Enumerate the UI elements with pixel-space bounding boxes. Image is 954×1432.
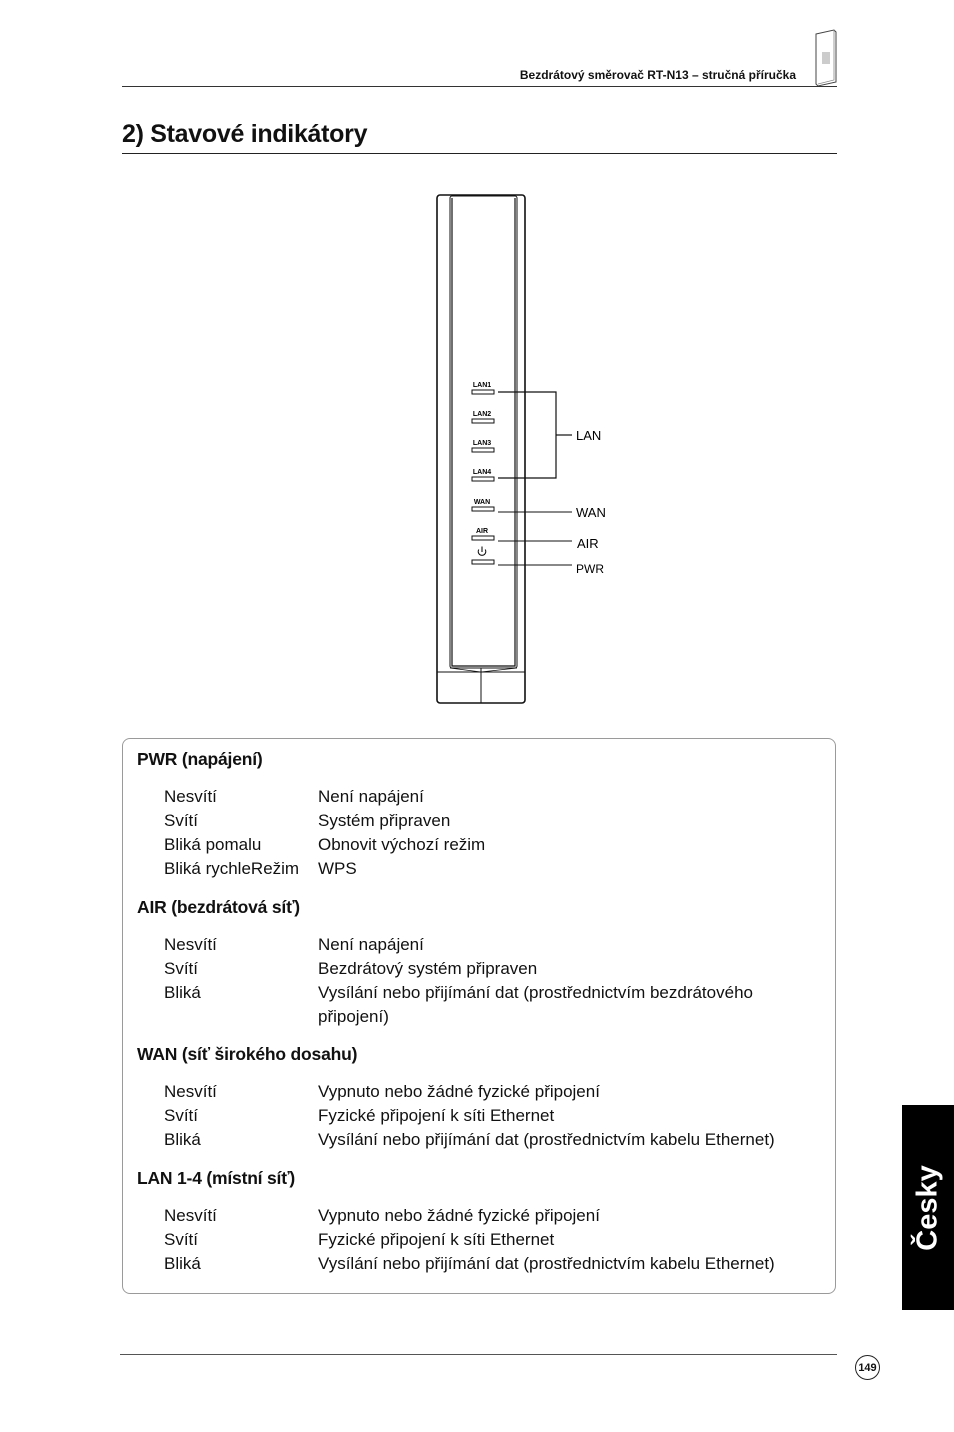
indicator-row bbox=[164, 1128, 827, 1152]
indicator-description-box bbox=[122, 738, 836, 1294]
led-meaning: Není napájení bbox=[318, 935, 424, 954]
led-lan3 bbox=[472, 448, 494, 452]
led-air bbox=[472, 536, 494, 540]
callout-lan: LAN bbox=[576, 428, 602, 443]
indicator-row bbox=[164, 809, 827, 833]
led-wan bbox=[472, 507, 494, 511]
indicator-row bbox=[164, 1252, 827, 1276]
led-state: Bliká rychleRežim bbox=[164, 859, 300, 878]
indicator-title-wan: WAN (síť širokého dosahu) bbox=[137, 1044, 358, 1064]
indicator-row bbox=[164, 933, 827, 957]
led-meaning: Vypnuto nebo žádné fyzické připojení bbox=[318, 1082, 600, 1101]
led-meaning: Bezdrátový systém připraven bbox=[318, 959, 538, 978]
led-state: Nesvítí bbox=[164, 1206, 217, 1225]
led-lan2 bbox=[472, 419, 494, 423]
indicator-row bbox=[164, 1228, 827, 1252]
panel-led-label-lan2: LAN2 bbox=[472, 411, 492, 418]
indicator-row bbox=[164, 1104, 827, 1128]
indicator-title-pwr: PWR (napájení) bbox=[137, 749, 263, 769]
led-state: Bliká bbox=[164, 1130, 201, 1149]
led-state: Bliká pomalu bbox=[164, 835, 262, 854]
panel-led-label-air: AIR bbox=[475, 528, 489, 535]
led-state: Nesvítí bbox=[164, 1082, 217, 1101]
panel-led-label-lan1: LAN1 bbox=[472, 382, 492, 389]
callout-air: AIR bbox=[577, 536, 599, 551]
led-state: Nesvítí bbox=[164, 787, 217, 806]
header-rule bbox=[122, 86, 837, 87]
indicator-group-lan bbox=[137, 1168, 827, 1276]
footer-rule bbox=[120, 1354, 837, 1355]
led-meaning: Fyzické připojení k síti Ethernet bbox=[318, 1106, 555, 1125]
page-number: 149 bbox=[855, 1355, 880, 1380]
led-meaning: Vysílání nebo přijímání dat (prostřednictvím kabelu Ethernet) bbox=[318, 1254, 775, 1273]
led-state: Svítí bbox=[164, 1230, 199, 1249]
indicator-row bbox=[164, 857, 827, 881]
router-front-diagram bbox=[420, 190, 660, 710]
router-thumbnail-icon bbox=[808, 28, 840, 88]
led-state: Bliká bbox=[164, 1254, 201, 1273]
led-meaning: Vysílání nebo přijímání dat (prostřednictvím bezdrátového připojení) bbox=[318, 983, 753, 1026]
led-meaning: Fyzické připojení k síti Ethernet bbox=[318, 1230, 555, 1249]
indicator-row bbox=[164, 833, 827, 857]
led-meaning: Systém připraven bbox=[318, 811, 451, 830]
led-state: Svítí bbox=[164, 811, 199, 830]
callout-pwr: PWR bbox=[576, 562, 604, 576]
led-meaning: Vypnuto nebo žádné fyzické připojení bbox=[318, 1206, 600, 1225]
indicator-row bbox=[164, 981, 827, 1029]
led-state: Nesvítí bbox=[164, 935, 217, 954]
indicator-group-wan bbox=[137, 1044, 827, 1152]
led-meaning: Není napájení bbox=[318, 787, 424, 806]
indicator-title-air: AIR (bezdrátová síť) bbox=[137, 897, 300, 917]
led-meaning: WPS bbox=[318, 859, 357, 878]
indicator-row bbox=[164, 1204, 827, 1228]
indicator-row bbox=[164, 785, 827, 809]
indicator-group-pwr bbox=[137, 749, 827, 881]
callout-wan: WAN bbox=[576, 505, 606, 520]
indicator-group-air bbox=[137, 897, 827, 1029]
panel-led-label-lan4: LAN4 bbox=[472, 469, 492, 476]
led-pwr bbox=[472, 560, 494, 564]
led-meaning: Vysílání nebo přijímání dat (prostřednictvím kabelu Ethernet) bbox=[318, 1130, 775, 1149]
section-title: 2) Stavové indikátory bbox=[122, 120, 368, 148]
led-meaning: Obnovit výchozí režim bbox=[318, 835, 486, 854]
language-tab-label: Česky bbox=[911, 1164, 944, 1251]
indicator-row bbox=[164, 1080, 827, 1104]
panel-led-label-lan3: LAN3 bbox=[472, 440, 492, 447]
indicator-title-lan: LAN 1-4 (místní síť) bbox=[137, 1168, 296, 1188]
manual-title: Bezdrátový směrovač RT-N13 – stručná příručka bbox=[519, 68, 796, 82]
indicator-row bbox=[164, 957, 827, 981]
title-rule bbox=[122, 153, 837, 154]
panel-led-label-wan: WAN bbox=[473, 499, 491, 506]
language-side-tab bbox=[902, 1105, 954, 1310]
led-state: Bliká bbox=[164, 983, 201, 1002]
led-state: Svítí bbox=[164, 959, 199, 978]
led-lan4 bbox=[472, 477, 494, 481]
led-lan1 bbox=[472, 390, 494, 394]
led-state: Svítí bbox=[164, 1106, 199, 1125]
